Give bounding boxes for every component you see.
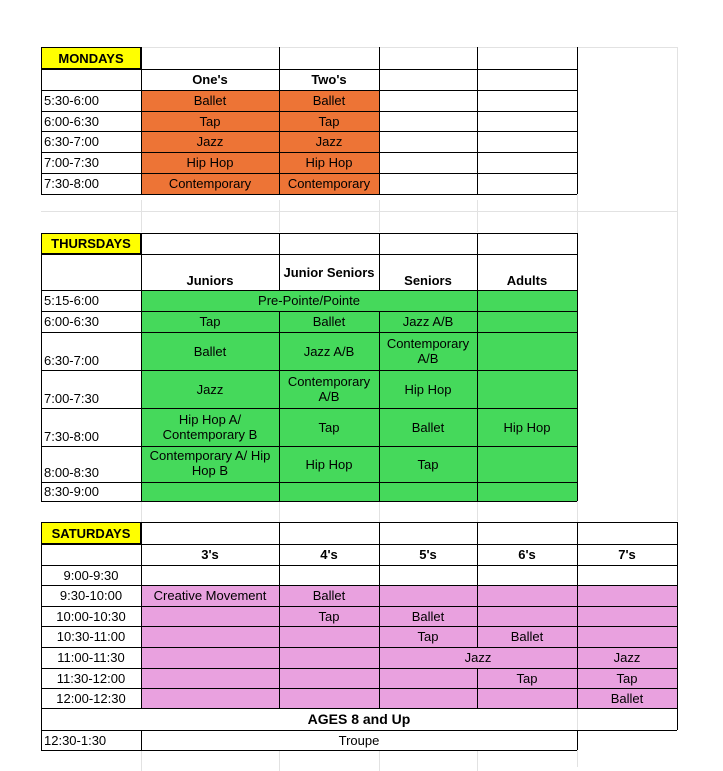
mondays-time: 5:30-6:00 <box>44 93 99 108</box>
thursdays-class-cell: Jazz A/B <box>402 314 454 329</box>
ages-label: AGES 8 and Up <box>307 710 411 727</box>
thursdays-class-cell: Pre-Pointe/Pointe <box>258 293 360 308</box>
saturdays-class-cell: Tap <box>616 670 638 686</box>
thursdays-class-cell: Ballet <box>312 314 346 329</box>
saturdays-time: 9:30-10:00 <box>59 588 123 603</box>
saturdays-class-cell: Tap <box>318 608 340 624</box>
mondays-class-cell: Jazz <box>279 131 379 152</box>
thursdays-time: 5:15-6:00 <box>44 293 99 308</box>
thursdays-header-adults: Adults <box>506 273 548 288</box>
mondays-time: 7:00-7:30 <box>44 155 99 170</box>
thursdays-class-cell: Hip Hop <box>305 456 353 472</box>
troupe-label: Troupe <box>338 732 380 748</box>
thursdays-class-cell: Hip Hop <box>404 381 452 397</box>
mondays-class-cell: Contemporary <box>141 173 279 194</box>
thursdays-time: 6:30-7:00 <box>44 353 99 368</box>
thursdays-time: 8:30-9:00 <box>44 484 99 499</box>
thursdays-time: 7:30-8:00 <box>44 429 99 444</box>
troupe-time: 12:30-1:30 <box>44 732 107 748</box>
saturdays-class-cell: Ballet <box>411 608 445 624</box>
saturdays-header-4s: 4's <box>320 547 338 562</box>
thursdays-class-cell: Hip Hop A/ Contemporary B <box>162 412 258 442</box>
saturdays-class-cell: Ballet <box>510 629 544 644</box>
saturdays-time: 9:00-9:30 <box>63 567 119 583</box>
saturdays-class-cell: Tap <box>516 670 538 686</box>
mondays-class-cell: Hip Hop <box>141 152 279 173</box>
saturdays-time: 12:00-12:30 <box>56 690 126 706</box>
saturdays-class-cell: Jazz <box>464 650 492 665</box>
saturdays-class-cell: Ballet <box>312 588 346 603</box>
thursdays-header-seniors: Seniors <box>404 273 452 288</box>
saturdays-class-cell: Creative Movement <box>153 588 267 603</box>
mondays-title: MONDAYS <box>41 47 141 69</box>
saturdays-header-7s: 7's <box>618 547 636 562</box>
mondays-time: 6:30-7:00 <box>44 134 99 149</box>
thursdays-time: 7:00-7:30 <box>44 391 99 406</box>
saturdays-time: 10:30-11:00 <box>56 629 126 644</box>
saturdays-time: 10:00-10:30 <box>56 608 126 624</box>
saturdays-header-6s: 6's <box>518 547 536 562</box>
thursdays-class-cell: Ballet <box>193 343 227 359</box>
saturdays-class-cell: Tap <box>417 629 439 644</box>
thursdays-class-cell: Hip Hop <box>503 419 551 435</box>
mondays-header-ones: One's <box>192 72 228 87</box>
thursdays-class-cell: Tap <box>199 314 221 329</box>
thursdays-time: 6:00-6:30 <box>44 314 99 329</box>
mondays-class-cell: Tap <box>141 111 279 131</box>
thursdays-class-cell: Tap <box>318 419 340 435</box>
thursdays-header-junior-seniors: Junior Seniors <box>283 264 375 280</box>
thursdays-class-cell: Jazz <box>196 381 224 397</box>
mondays-class-cell: Ballet <box>141 90 279 111</box>
saturdays-class-cell: Jazz <box>613 650 641 665</box>
saturdays-title: SATURDAYS <box>41 522 141 544</box>
mondays-time: 6:00-6:30 <box>44 113 99 129</box>
saturdays-time: 11:00-11:30 <box>57 650 125 665</box>
mondays-header-twos: Two's <box>311 72 347 87</box>
thursdays-class-cell: Contemporary A/B <box>386 336 470 366</box>
mondays-class-cell: Tap <box>279 111 379 131</box>
thursdays-class-cell: Ballet <box>411 419 445 435</box>
mondays-class-cell: Jazz <box>141 131 279 152</box>
thursdays-class-cell: Tap <box>417 456 439 472</box>
saturdays-time: 11:30-12:00 <box>56 670 126 686</box>
saturdays-class-cell: Ballet <box>610 690 644 706</box>
thursdays-title: THURSDAYS <box>41 233 141 254</box>
thursdays-class-cell: Jazz A/B <box>303 343 355 359</box>
saturdays-header-5s: 5's <box>419 547 437 562</box>
saturdays-header-3s: 3's <box>201 547 219 562</box>
mondays-class-cell: Ballet <box>279 90 379 111</box>
thursdays-class-cell: Contemporary A/ Hip Hop B <box>149 448 271 478</box>
thursdays-time: 8:00-8:30 <box>44 465 99 480</box>
thursdays-header-juniors: Juniors <box>186 273 234 288</box>
mondays-time: 7:30-8:00 <box>44 176 99 191</box>
mondays-class-cell: Contemporary <box>279 173 379 194</box>
mondays-class-cell: Hip Hop <box>279 152 379 173</box>
thursdays-class-cell: Contemporary A/B <box>287 374 371 404</box>
